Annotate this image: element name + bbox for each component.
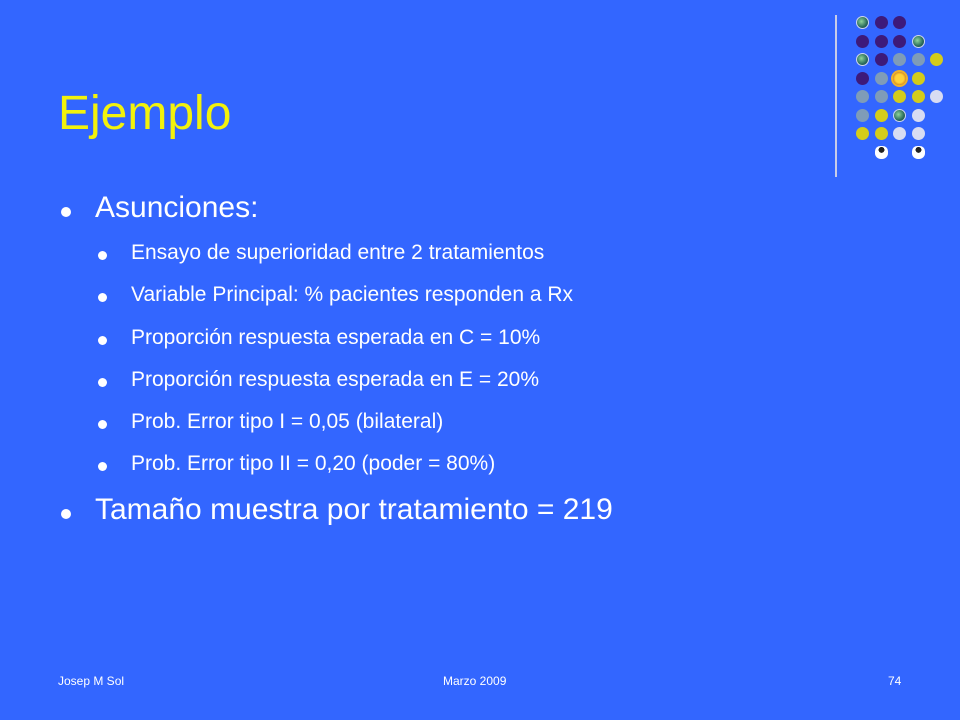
- footer-date: Marzo 2009: [443, 674, 507, 688]
- bullet-dot: [61, 509, 71, 519]
- bullet-item: Tamaño muestra por tratamiento = 219: [95, 493, 613, 526]
- bullet-dot: [98, 336, 107, 345]
- bullet-item: Prob. Error tipo I = 0,05 (bilateral): [131, 410, 444, 433]
- bullet-dot: [98, 462, 107, 471]
- bullet-dot: [98, 251, 107, 260]
- slide-title: Ejemplo: [58, 87, 232, 140]
- footer-page-number: 74: [888, 674, 902, 688]
- bullet-item: Asunciones:: [95, 191, 259, 224]
- bullet-dot: [98, 420, 107, 429]
- bullet-dot: [98, 378, 107, 387]
- bullet-dot: [61, 207, 71, 217]
- footer-author: Josep M Sol: [58, 674, 125, 688]
- bullet-item: Proporción respuesta esperada en C = 10%: [131, 326, 541, 349]
- bullet-item: Variable Principal: % pacientes responden a Rx: [131, 283, 574, 306]
- bullet-item: Proporción respuesta esperada en E = 20%: [131, 368, 540, 391]
- bullet-item: Prob. Error tipo II = 0,20 (poder = 80%): [131, 452, 496, 475]
- bullet-item: Ensayo de superioridad entre 2 tratamientos: [131, 241, 545, 264]
- bullet-dot: [98, 293, 107, 302]
